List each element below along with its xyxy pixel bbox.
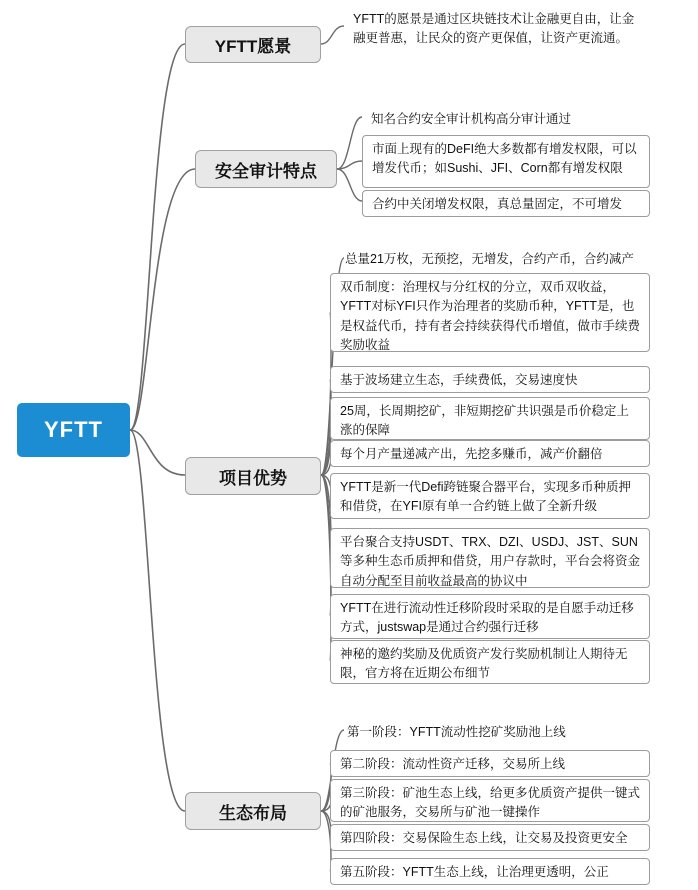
leaf-ecology-4: 第五阶段：YFTT生态上线，让治理更透明，公正 xyxy=(330,858,650,885)
leaf-advantage-4: 每个月产量递减产出，先挖多赚币，减产价翻倍 xyxy=(330,440,650,467)
branch-node-audit[interactable] xyxy=(195,150,337,188)
leaf-ecology-0: 第一阶段：YFTT流动性挖矿奖励池上线 xyxy=(347,725,566,739)
branch-node-advantage[interactable] xyxy=(185,457,321,495)
leaf-advantage-1: 双币制度：治理权与分红权的分立，双币双收益，YFTT对标YFI只作为治理者的奖励币种，YFTT是，也是权益代币，持有者会持续获得代币增值，做市手续费奖励收益 xyxy=(330,273,650,352)
leaf-ecology-2: 第三阶段：矿池生态上线，给更多优质资产提供一键式的矿池服务，交易所与矿池一键操作 xyxy=(330,779,650,822)
branch-node-ecology[interactable] xyxy=(185,792,321,830)
leaf-advantage-8: 神秘的邀约奖励及优质资产发行奖励机制让人期待无限，官方将在近期公布细节 xyxy=(330,640,650,684)
leaf-audit-2: 合约中关闭增发权限，真总量固定，不可增发 xyxy=(362,190,650,217)
leaf-ecology-1: 第二阶段：流动性资产迁移，交易所上线 xyxy=(330,750,650,777)
leaf-advantage-6: 平台聚合支持USDT、TRX、DZI、USDJ、JST、SUN等多种生态币质押和借贷，用户存款时，平台会将资金自动分配至目前收益最高的协议中 xyxy=(330,528,650,588)
leaf-ecology-3: 第四阶段：交易保险生态上线，让交易及投资更安全 xyxy=(330,824,650,851)
leaf-advantage-3: 25周，长周期挖矿，非短期挖矿共识强是币价稳定上涨的保障 xyxy=(330,397,650,440)
leaf-audit-1: 市面上现有的DeFI绝大多数都有增发权限，可以增发代币；如Sushi、JFI、Corn都有增发权限 xyxy=(362,135,650,188)
leaf-advantage-5: YFTT是新一代Defi跨链聚合器平台，实现多币种质押和借贷，在YFI原有单一合约链上做了全新升级 xyxy=(330,473,650,519)
root-node-yftt[interactable] xyxy=(17,403,130,457)
leaf-advantage-2: 基于波场建立生态，手续费低，交易速度快 xyxy=(330,366,650,393)
branch-node-vision[interactable] xyxy=(185,26,321,63)
leaf-vision-0: YFTT的愿景是通过区块链技术让金融更自由，让金融更普惠，让民众的资产更保值，让资产更流通。 xyxy=(353,12,635,46)
branch-node-vision-label: YFTT愿景 xyxy=(214,37,292,56)
leaf-advantage-7: YFTT在进行流动性迁移阶段时采取的是自愿手动迁移方式，justswap是通过合约强行迁移 xyxy=(330,594,650,639)
leaf-advantage-0: 总量21万枚，无预挖，无增发，合约产币，合约减产 xyxy=(345,252,634,266)
branch-node-audit-label: 安全审计特点 xyxy=(215,161,317,181)
root-node-label: YFTT xyxy=(44,417,103,442)
branch-node-ecology-label: 生态布局 xyxy=(219,803,287,823)
leaf-audit-0: 知名合约安全审计机构高分审计通过 xyxy=(371,112,572,126)
branch-node-advantage-label: 项目优势 xyxy=(219,468,287,488)
